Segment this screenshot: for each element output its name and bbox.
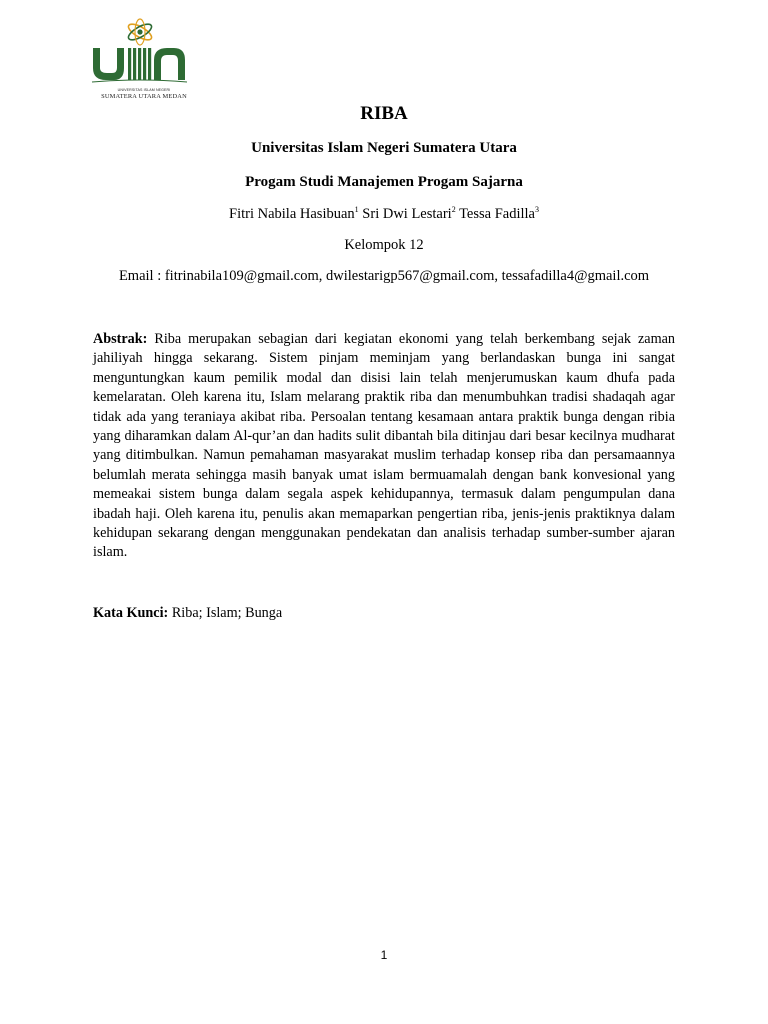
author-name: Sri Dwi Lestari (362, 206, 452, 222)
author-sup: 1 (354, 205, 359, 215)
abstract-paragraph (93, 330, 675, 563)
keywords-text: Riba; Islam; Bunga (171, 605, 283, 621)
letter-n-shape (154, 48, 185, 80)
keywords-label: Kata Kunci: (93, 605, 169, 621)
author-name: Tessa Fadilla (459, 206, 535, 222)
abstract-label: Abstrak: (93, 331, 148, 347)
study-program: Progam Studi Manajemen Progam Sajarna (245, 174, 523, 190)
letter-u-shape (93, 48, 124, 80)
university-name: Universitas Islam Negeri Sumatera Utara (251, 140, 517, 156)
letter-i-bars (128, 48, 151, 80)
group-label: Kelompok 12 (344, 237, 424, 253)
document-title: RIBA (360, 103, 408, 124)
author-sup: 2 (451, 205, 456, 215)
page-number: 1 (380, 948, 388, 962)
author-name: Fitri Nabila Hasibuan (229, 206, 355, 222)
university-logo (90, 18, 190, 104)
uin-logo-icon (90, 18, 190, 90)
logo-caption: SUMATERA UTARA MEDAN (101, 93, 187, 100)
email-line: Email : fitrinabila109@gmail.com, dwilestarigp567@gmail.com, tessafadilla4@gmail.com (118, 268, 650, 284)
author-list (0, 206, 768, 223)
abstract-text: Riba merupakan sebagian dari kegiatan ekonomi yang telah berkembang sejak zaman jahiliyah hingga sekarang. Sistem pinjam meminjam yang berlandaskan bunga ini sangat menguntungkan kaum pemilik modal dan disisi lain telah menjerumuskan kaum dhufa pada kemelaratan. Oleh karena itu, Islam melarang praktik riba dan menumbuhkan tradisi shadaqah agar tidak ada yang teraniaya akibat riba. Persoalan tentang kesamaan antara praktik bunga dengan ribia yang diharamkan dalam Al-qur’an dan hadits sulit dibantah bila ditinjau dari besar kecilnya mudharat yang ditimbulkan. Namun pemahaman masyarakat muslim terhadap konsep riba dan persamaannya belumlah merata sehingga masih banyak umat islam bermuamalah dengan bank konvesional yang memeakai sistem bunga dalam segala aspek kehidupannya, termasuk dalam pengumpulan dana ibadah haji. Oleh karena itu, penulis akan memaparkan pengertian riba, jenis-jenis praktiknya dalam kehidupan sekarang dengan menggunakan pendekatan dan analisis terhadap sumber-sumber ajaran islam. (93, 331, 675, 561)
author-sup: 3 (534, 205, 539, 215)
atom-emblem-icon (126, 19, 154, 45)
logo-caption-small: UNIVERSITAS ISLAM NEGERI (117, 88, 171, 92)
keywords-line (93, 605, 282, 622)
